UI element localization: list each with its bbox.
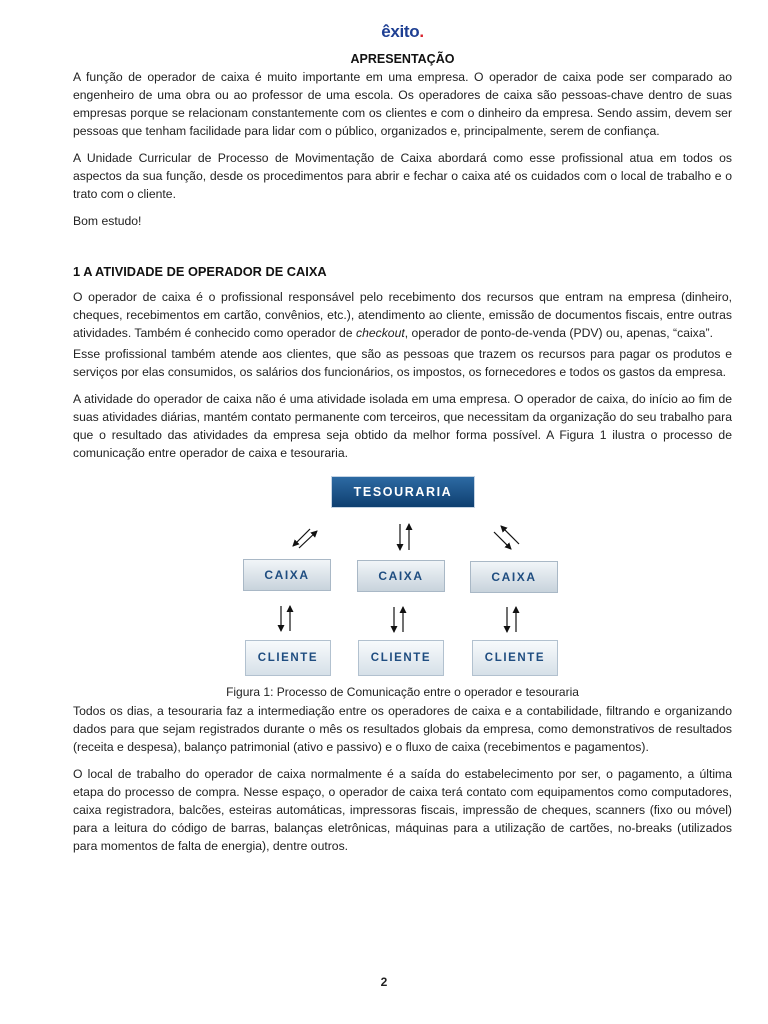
logo-dot: . <box>419 22 424 41</box>
section-paragraph-1 <box>73 288 732 342</box>
p1-text-end: , operador de ponto-de-venda (PDV) ou, apenas, “caixa”. <box>404 326 714 340</box>
after-paragraph-2: O local de trabalho do operador de caixa normalmente é a saída do estabelecimento por ser, o pagamento, a última etapa do processo de compra. Nesse espaço, o operador de caixa terá contato com equipamentos como computadores, caixa registradora, balcões, esteiras automáticas, impressoras fiscais, impressão de cheques, scanners (fixo ou móvel) para a leitura do código de barras, balanças eletrônicas, máquinas para a utilização de cartões, no-breaks (utilizados para momentos de falta de energia), dentre outros. <box>73 767 732 853</box>
tesouraria-box: TESOURARIA <box>331 476 475 508</box>
communication-diagram <box>73 476 732 681</box>
arrows-tesouraria-caixa-right <box>494 526 519 549</box>
intro-closing: Bom estudo! <box>73 214 142 228</box>
arrows-tesouraria-caixa-left <box>293 529 317 548</box>
cliente-box-center: CLIENTE <box>358 640 444 676</box>
arrows-tesouraria-caixa-center <box>400 524 409 550</box>
page-title: APRESENTAÇÃO <box>350 52 455 66</box>
figure-caption: Figura 1: Processo de Comunicação entre o operador e tesouraria <box>226 685 579 699</box>
caixa-box-center: CAIXA <box>357 560 445 592</box>
document-page <box>73 22 732 855</box>
logo-text: êxito <box>381 22 420 41</box>
p1-italic-term: checkout <box>355 326 405 340</box>
arrows-caixa-cliente-right <box>507 607 516 632</box>
cliente-box-left: CLIENTE <box>245 640 331 676</box>
arrows-caixa-cliente-center <box>394 607 403 632</box>
intro-paragraph-1: A função de operador de caixa é muito importante em uma empresa. O operador de caixa pode ser comparado ao engenheiro de uma obra ou ao professor de uma escola. Os operadores de caixa são pessoas-chave dentro de suas empresas porque se relacionam constantemente com os clientes e com o dinheiro da empresa. Sendo assim, devem ser pessoas que tenham facilidade para lidar com o público, organizados e, principalmente, serem de confiança. <box>73 70 732 138</box>
section-paragraph-2: Esse profissional também atende aos clientes, que são as pessoas que trazem os recursos para pagar os produtos e serviços por elas consumidos, os salários dos funcionários, os impostos, os fornecedores e todos os gastos da empresa. <box>73 347 732 379</box>
caixa-box-left: CAIXA <box>243 559 331 591</box>
cliente-box-right: CLIENTE <box>472 640 558 676</box>
intro-paragraph-2: A Unidade Curricular de Processo de Movimentação de Caixa abordará como esse profissional atua em todos os aspectos da sua função, desde os procedimentos para abrir e fechar o caixa até os cuidados com o local de trabalho e o trato com o cliente. <box>73 151 732 201</box>
section-paragraph-3: A atividade do operador de caixa não é uma atividade isolada em uma empresa. O operador de caixa, do início ao fim de suas atividades diárias, mantém contato permanente com terceiros, que necessitam da organização do seu trabalho para que o resultado das atividades da empresa seja obtido da melhor forma possível. A Figura 1 ilustra o processo de comunicação entre operador de caixa e tesouraria. <box>73 392 732 460</box>
arrows-caixa-cliente-left <box>281 606 290 631</box>
page-number: 2 <box>380 975 388 989</box>
p1-text-start: O operador de caixa é o profissional responsável pelo recebimento dos recursos que entram na empresa (dinheiro, cheques, recebimentos em cartão, convênios, etc.), atendimento ao cliente, emissão de documentos fiscais, entre outras atividades. Também é conhecido como operador de <box>73 290 732 340</box>
caixa-box-right: CAIXA <box>470 561 558 593</box>
after-paragraph-1: Todos os dias, a tesouraria faz a intermediação entre os operadores de caixa e a contabilidade, filtrando e organizando dados para que sejam registrados durante o mês os resultados globais da empresa, como demonstrativos de resultados (receita e despesa), balanço patrimonial (ativo e passivo) e o fluxo de caixa (recebimentos e pagamentos). <box>73 704 732 754</box>
section-heading: 1 A ATIVIDADE DE OPERADOR DE CAIXA <box>73 264 327 279</box>
exito-logo <box>73 22 732 44</box>
